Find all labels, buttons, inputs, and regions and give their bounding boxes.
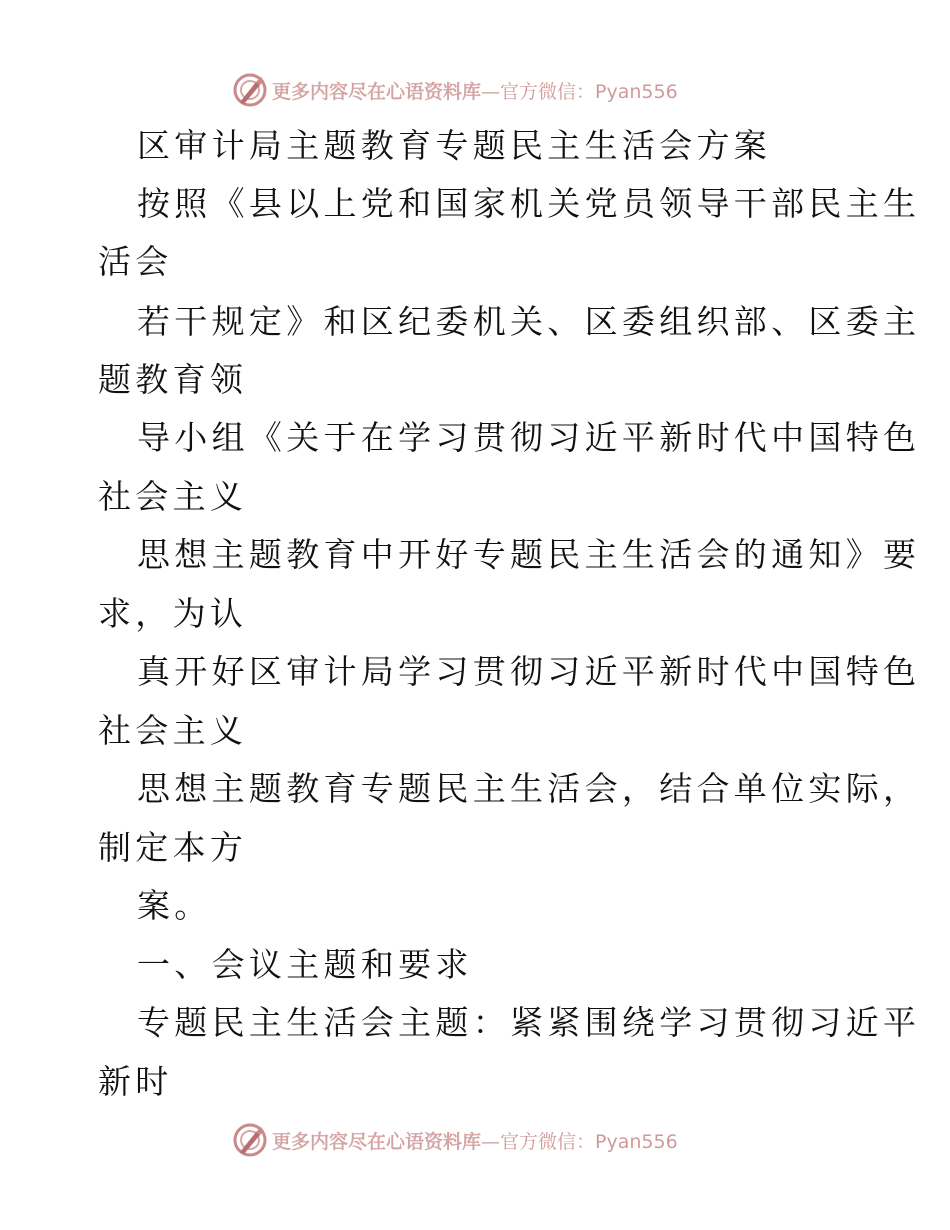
paragraph-line: 社会主义 bbox=[98, 711, 248, 750]
paragraph-line: 制定本方 bbox=[98, 828, 248, 867]
paragraph-line: 真开好区审计局学习贯彻习近平新时代中国特色 bbox=[137, 652, 921, 691]
paragraph-line: 若干规定》和区纪委机关、区委组织部、区委主 bbox=[137, 302, 921, 341]
watermark-wechat-id: Pyan556 bbox=[595, 1130, 678, 1153]
doc-title: 区审计局主题教育专题民主生活会方案 bbox=[137, 126, 772, 165]
paragraph-line: 导小组《关于在学习贯彻习近平新时代中国特色 bbox=[137, 418, 921, 457]
watermark-wechat-label: 官方微信： bbox=[500, 1130, 596, 1153]
paragraph-line: 按照《县以上党和国家机关党员领导干部民主生 bbox=[137, 184, 921, 223]
pen-logo-icon bbox=[232, 1122, 268, 1158]
paragraph-line: 新时 bbox=[98, 1062, 173, 1101]
paragraph-line: 求，为认 bbox=[98, 594, 248, 633]
paragraph-line: 思想主题教育中开好专题民主生活会的通知》要 bbox=[137, 535, 921, 574]
watermark-site: 更多内容尽在心语资料库 bbox=[272, 80, 482, 103]
paragraph-line: 专题民主生活会主题：紧紧围绕学习贯彻习近平 bbox=[137, 1003, 921, 1042]
watermark-wechat-label: 官方微信： bbox=[500, 80, 596, 103]
watermark-site: 更多内容尽在心语资料库 bbox=[272, 1130, 482, 1153]
watermark-dash: — bbox=[481, 80, 501, 103]
paragraph-line: 社会主义 bbox=[98, 477, 248, 516]
paragraph-line: 活会 bbox=[98, 242, 173, 281]
watermark-dash: — bbox=[481, 1130, 501, 1153]
watermark-wechat-id: Pyan556 bbox=[595, 80, 678, 103]
section-heading: 一、会议主题和要求 bbox=[137, 945, 473, 984]
paragraph-line: 案。 bbox=[137, 886, 212, 925]
paragraph-line: 题教育领 bbox=[98, 360, 248, 399]
header-watermark bbox=[0, 70, 950, 110]
footer-watermark bbox=[0, 1120, 950, 1160]
pen-logo-icon bbox=[232, 72, 268, 108]
paragraph-line: 思想主题教育专题民主生活会，结合单位实际， bbox=[137, 769, 921, 808]
